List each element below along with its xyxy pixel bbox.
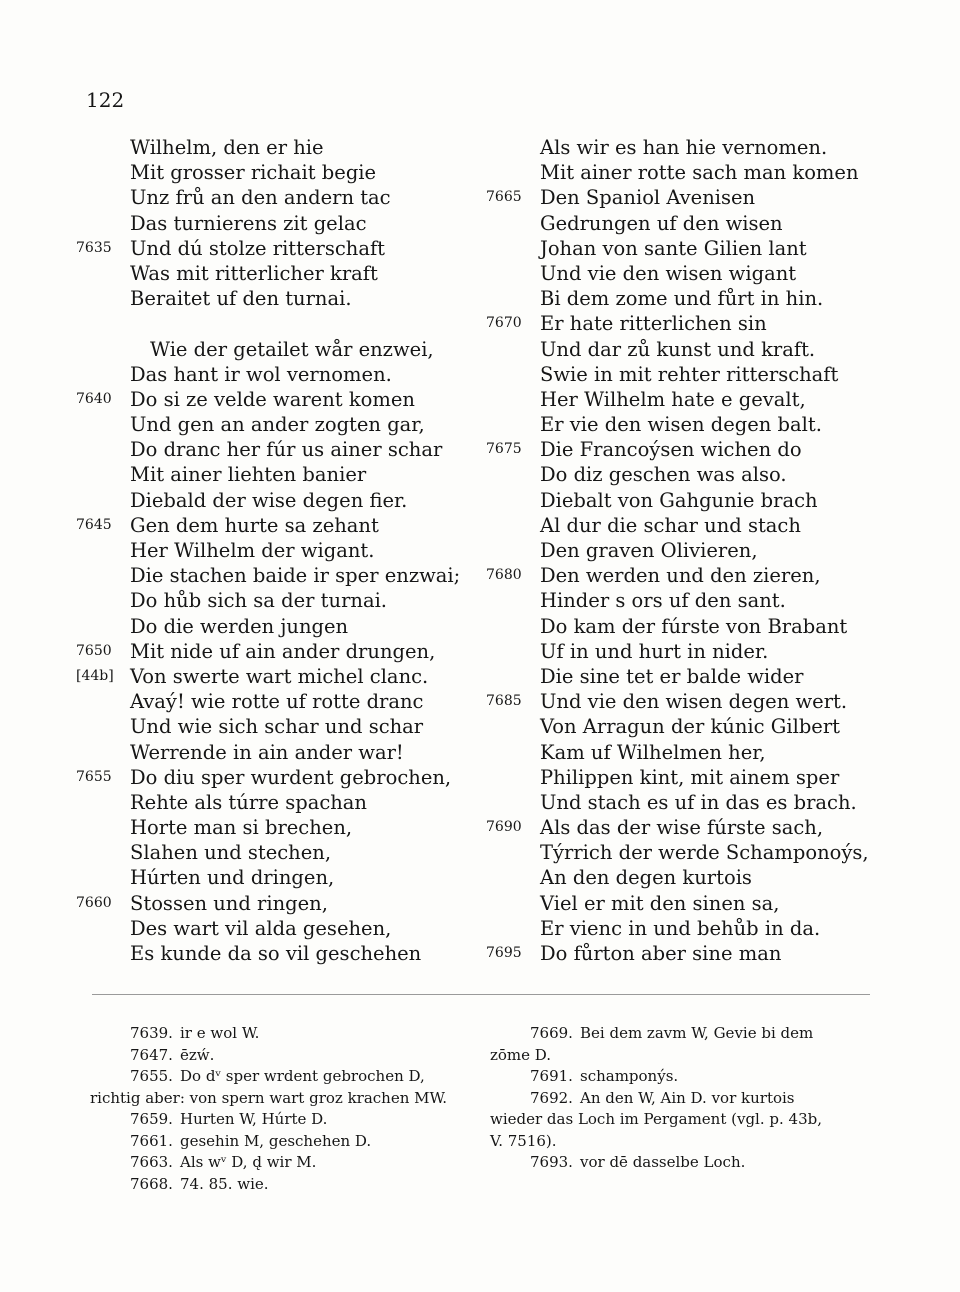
verse-text: Mit ainer rotte sach man komen	[540, 161, 859, 185]
verse-text: Des wart vil alda gesehen,	[130, 916, 392, 940]
footnote-text: ir e wol W.	[180, 1024, 260, 1042]
line-number: 7660	[76, 894, 112, 911]
verse-line	[486, 135, 886, 160]
verse-line	[76, 135, 476, 160]
verse-line	[76, 941, 476, 966]
footnote-text: Do dᵛ sper wrdent gebrochen D,	[180, 1067, 425, 1085]
verse-line	[76, 714, 476, 739]
verse-text: Do hůb sich sa der turnai.	[130, 589, 388, 613]
footnote-ref: 7661.	[130, 1131, 173, 1150]
verse-line	[486, 916, 886, 941]
verse-text: Und dar zů kunst und kraft.	[540, 337, 816, 361]
verse-text: Den werden und den zieren,	[540, 564, 821, 588]
verse-line	[76, 311, 476, 336]
footnote-divider	[92, 994, 870, 995]
footnote	[90, 1131, 475, 1153]
verse-line	[486, 160, 886, 185]
verse-text: Húrten und dringen,	[130, 866, 335, 890]
verse-text: Er hate ritterlichen sin	[540, 312, 767, 336]
verse-text: Als wir es han hie vernomen.	[540, 136, 828, 159]
verse-text: Mit grosser richait begie	[130, 161, 377, 185]
verse-line	[76, 865, 476, 890]
footnote-ref: 7692.	[530, 1088, 573, 1107]
verse-text: Und stach es uf in das es brach.	[540, 790, 857, 814]
verse-text: Do kam der fúrste von Brabant	[540, 614, 848, 638]
verse-text: Do fůrton aber sine man	[540, 942, 782, 965]
verse-line	[486, 941, 886, 966]
verse-text: Rehte als túrre spachan	[130, 790, 367, 814]
verse-line	[486, 311, 886, 336]
footnote-text: wieder das Loch im Pergament (vgl. p. 43b,	[490, 1110, 822, 1128]
verse-text: Do si ze velde warent komen	[130, 387, 415, 411]
verse-line	[76, 286, 476, 311]
verse-line	[76, 664, 476, 689]
verse-text: Wilhelm, den er hie	[130, 136, 324, 159]
footnote	[490, 1088, 875, 1110]
verse-line	[486, 614, 886, 639]
footnote	[90, 1088, 475, 1110]
footnote-text: An den W, Ain D. vor kurtois	[580, 1088, 795, 1107]
line-number: 7635	[76, 239, 112, 256]
verse-line	[486, 412, 886, 437]
footnote	[90, 1045, 475, 1067]
footnote-text: schamponýs.	[580, 1067, 679, 1085]
verse-text: Beraitet uf den turnai.	[130, 287, 352, 311]
left-verse-column	[76, 135, 476, 966]
verse-line	[76, 891, 476, 916]
footnote-text: vor dē dasselbe Loch.	[580, 1153, 746, 1171]
footnote-text: ēzẃ.	[180, 1045, 215, 1064]
verse-text: Wie der getailet wår enzwei,	[150, 337, 434, 361]
verse-text: Als das der wise fúrste sach,	[540, 816, 824, 840]
verse-text: Diebald der wise degen fier.	[130, 488, 408, 512]
verse-text: Mit nide uf ain ander drungen,	[130, 639, 436, 663]
verse-text: Kam uf Wilhelmen her,	[540, 740, 766, 764]
verse-line	[76, 387, 476, 412]
verse-line	[76, 488, 476, 513]
footnote	[490, 1152, 875, 1174]
verse-line	[76, 740, 476, 765]
verse-text: Und gen an ander zogten gar,	[130, 413, 425, 437]
verse-text: Stossen und ringen,	[130, 891, 328, 915]
verse-text: Her Wilhelm hate e gevalt,	[540, 387, 806, 411]
verse-text: Mit ainer liehten banier	[130, 463, 367, 487]
verse-line	[76, 236, 476, 261]
verse-text: Und wie sich schar und schar	[130, 715, 424, 739]
verse-line	[486, 488, 886, 513]
verse-text: Bi dem zome und fůrt in hin.	[540, 287, 824, 311]
footnotes-left	[90, 1023, 475, 1195]
verse-line	[486, 790, 886, 815]
verse-text: Slahen und stechen,	[130, 841, 332, 865]
verse-line	[486, 185, 886, 210]
verse-line	[76, 563, 476, 588]
verse-line	[486, 362, 886, 387]
footnote-text: Bei dem zavm W, Gevie bi dem	[580, 1024, 814, 1042]
right-verse-column	[486, 135, 886, 966]
footnotes-right	[490, 1023, 875, 1174]
verse-line	[76, 840, 476, 865]
verse-line	[76, 462, 476, 487]
verse-line	[486, 689, 886, 714]
footnote-ref: 7659.	[130, 1110, 173, 1128]
footnote-text: zōme D.	[490, 1045, 552, 1064]
footnote-ref: 7691.	[530, 1067, 573, 1085]
verse-text: Al dur die schar und stach	[540, 513, 801, 537]
verse-line	[76, 689, 476, 714]
verse-line	[76, 639, 476, 664]
line-number: 7680	[486, 567, 522, 584]
verse-line	[76, 412, 476, 437]
line-number: 7690	[486, 819, 522, 836]
verse-line	[486, 538, 886, 563]
verse-text: Týrrich der werde Schamponoýs,	[540, 841, 869, 865]
verse-line	[486, 286, 886, 311]
verse-line	[486, 211, 886, 236]
line-number: 7670	[486, 315, 522, 332]
verse-text: Gen dem hurte sa zehant	[130, 513, 379, 537]
verse-line	[76, 160, 476, 185]
verse-text: Avaý! wie rotte uf rotte dranc	[130, 690, 424, 714]
footnote-text: 74. 85. wie.	[180, 1174, 269, 1193]
verse-text: Den Spaniol Avenisen	[540, 186, 756, 210]
footnote	[90, 1152, 475, 1174]
verse-text: Und vie den wisen degen wert.	[540, 690, 848, 714]
footnote-ref: 7663.	[130, 1153, 173, 1171]
line-number: [44b]	[76, 667, 114, 684]
verse-line	[76, 588, 476, 613]
verse-text: Swie in mit rehter ritterschaft	[540, 362, 839, 386]
footnote-ref: 7693.	[530, 1153, 573, 1171]
verse-line	[486, 865, 886, 890]
verse-text: Diebalt von Gahgunie brach	[540, 488, 818, 512]
line-number: 7650	[76, 642, 112, 659]
verse-line	[76, 614, 476, 639]
verse-text: Es kunde da so vil geschehen	[130, 942, 422, 965]
verse-line	[76, 765, 476, 790]
verse-text: Von Arragun der kúnic Gilbert	[540, 715, 841, 739]
verse-line	[486, 664, 886, 689]
verse-line	[486, 714, 886, 739]
verse-text: Do die werden jungen	[130, 614, 349, 638]
verse-line	[486, 387, 886, 412]
footnote	[490, 1023, 875, 1045]
verse-line	[76, 437, 476, 462]
verse-text: Philippen kint, mit ainem sper	[540, 765, 840, 789]
verse-text: Er vie den wisen degen balt.	[540, 413, 822, 437]
verse-line	[76, 362, 476, 387]
footnote-ref: 7668.	[130, 1174, 173, 1193]
verse-text: Und dú stolze ritterschaft	[130, 236, 386, 260]
verse-line	[76, 538, 476, 563]
verse-text: Und vie den wisen wigant	[540, 261, 797, 285]
footnote	[490, 1109, 875, 1131]
verse-line	[76, 790, 476, 815]
verse-line	[486, 513, 886, 538]
verse-text: Das hant ir wol vernomen.	[130, 362, 392, 386]
verse-text: Do diu sper wurdent gebrochen,	[130, 765, 452, 789]
line-number: 7695	[486, 945, 522, 961]
verse-line	[486, 588, 886, 613]
verse-line	[486, 563, 886, 588]
verse-text: Horte man si brechen,	[130, 816, 353, 840]
verse-text: An den degen kurtois	[540, 866, 752, 890]
verse-line	[486, 765, 886, 790]
verse-text: Hinder s ors uf den sant.	[540, 589, 786, 613]
footnote-ref: 7655.	[130, 1067, 173, 1085]
verse-text: Die Francoýsen wichen do	[540, 438, 802, 462]
verse-line	[486, 891, 886, 916]
verse-text: Johan von sante Gilien lant	[540, 236, 807, 260]
footnote-text: gesehin M, geschehen D.	[180, 1131, 372, 1150]
verse-line	[76, 815, 476, 840]
footnote-ref: 7669.	[530, 1024, 573, 1042]
footnote-text: V. 7516).	[490, 1131, 557, 1150]
verse-text: Werrende in ain ander war!	[130, 740, 404, 764]
verse-text: Den graven Olivieren,	[540, 539, 758, 562]
verse-text: Gedrungen uf den wisen	[540, 211, 783, 235]
footnote	[90, 1174, 475, 1196]
verse-line	[486, 815, 886, 840]
verse-line	[486, 261, 886, 286]
verse-line	[76, 211, 476, 236]
verse-text: Do diz geschen was also.	[540, 463, 787, 487]
line-number: 7665	[486, 189, 522, 206]
verse-text: Was mit ritterlicher kraft	[130, 261, 378, 285]
verse-text: Her Wilhelm der wigant.	[130, 539, 375, 562]
line-number: 7645	[76, 516, 112, 533]
verse-line	[486, 236, 886, 261]
footnote	[490, 1066, 875, 1088]
verse-line	[486, 740, 886, 765]
verse-text: Uf in und hurt in nider.	[540, 639, 769, 663]
footnote	[90, 1109, 475, 1131]
verse-line	[486, 437, 886, 462]
verse-line	[486, 337, 886, 362]
verse-text: Das turnierens zit gelac	[130, 211, 367, 235]
verse-text: Viel er mit den sinen sa,	[540, 891, 780, 915]
line-number: 7675	[486, 441, 522, 458]
verse-line	[486, 840, 886, 865]
verse-line	[486, 639, 886, 664]
verse-text: Er vienc in und behůb in da.	[540, 916, 821, 940]
footnote	[490, 1045, 875, 1067]
footnote	[90, 1066, 475, 1088]
verse-line	[486, 462, 886, 487]
verse-line	[76, 261, 476, 286]
line-number: 7640	[76, 390, 112, 407]
verse-text: Die sine tet er balde wider	[540, 664, 804, 688]
footnote-text: Als wᵛ D, d̨ wir M.	[180, 1153, 317, 1171]
verse-text: Do dranc her fúr us ainer schar	[130, 438, 443, 462]
footnote-ref: 7639.	[130, 1024, 173, 1042]
line-number: 7655	[76, 768, 112, 785]
verse-line	[76, 185, 476, 210]
page-number: 122	[86, 88, 125, 112]
verse-text: Von swerte wart michel clanc.	[130, 664, 429, 688]
footnote-text: Hurten W, Húrte D.	[180, 1110, 328, 1128]
footnote-text: richtig aber: von spern wart groz krachen MW.	[90, 1088, 448, 1107]
verse-text: Unz frů an den andern tac	[130, 186, 391, 210]
footnote	[490, 1131, 875, 1153]
verse-line	[76, 337, 476, 362]
verse-text: Die stachen baide ir sper enzwai;	[130, 564, 461, 588]
verse-line	[76, 916, 476, 941]
line-number: 7685	[486, 693, 522, 710]
verse-line	[76, 513, 476, 538]
footnote-ref: 7647.	[130, 1045, 173, 1064]
footnote	[90, 1023, 475, 1045]
